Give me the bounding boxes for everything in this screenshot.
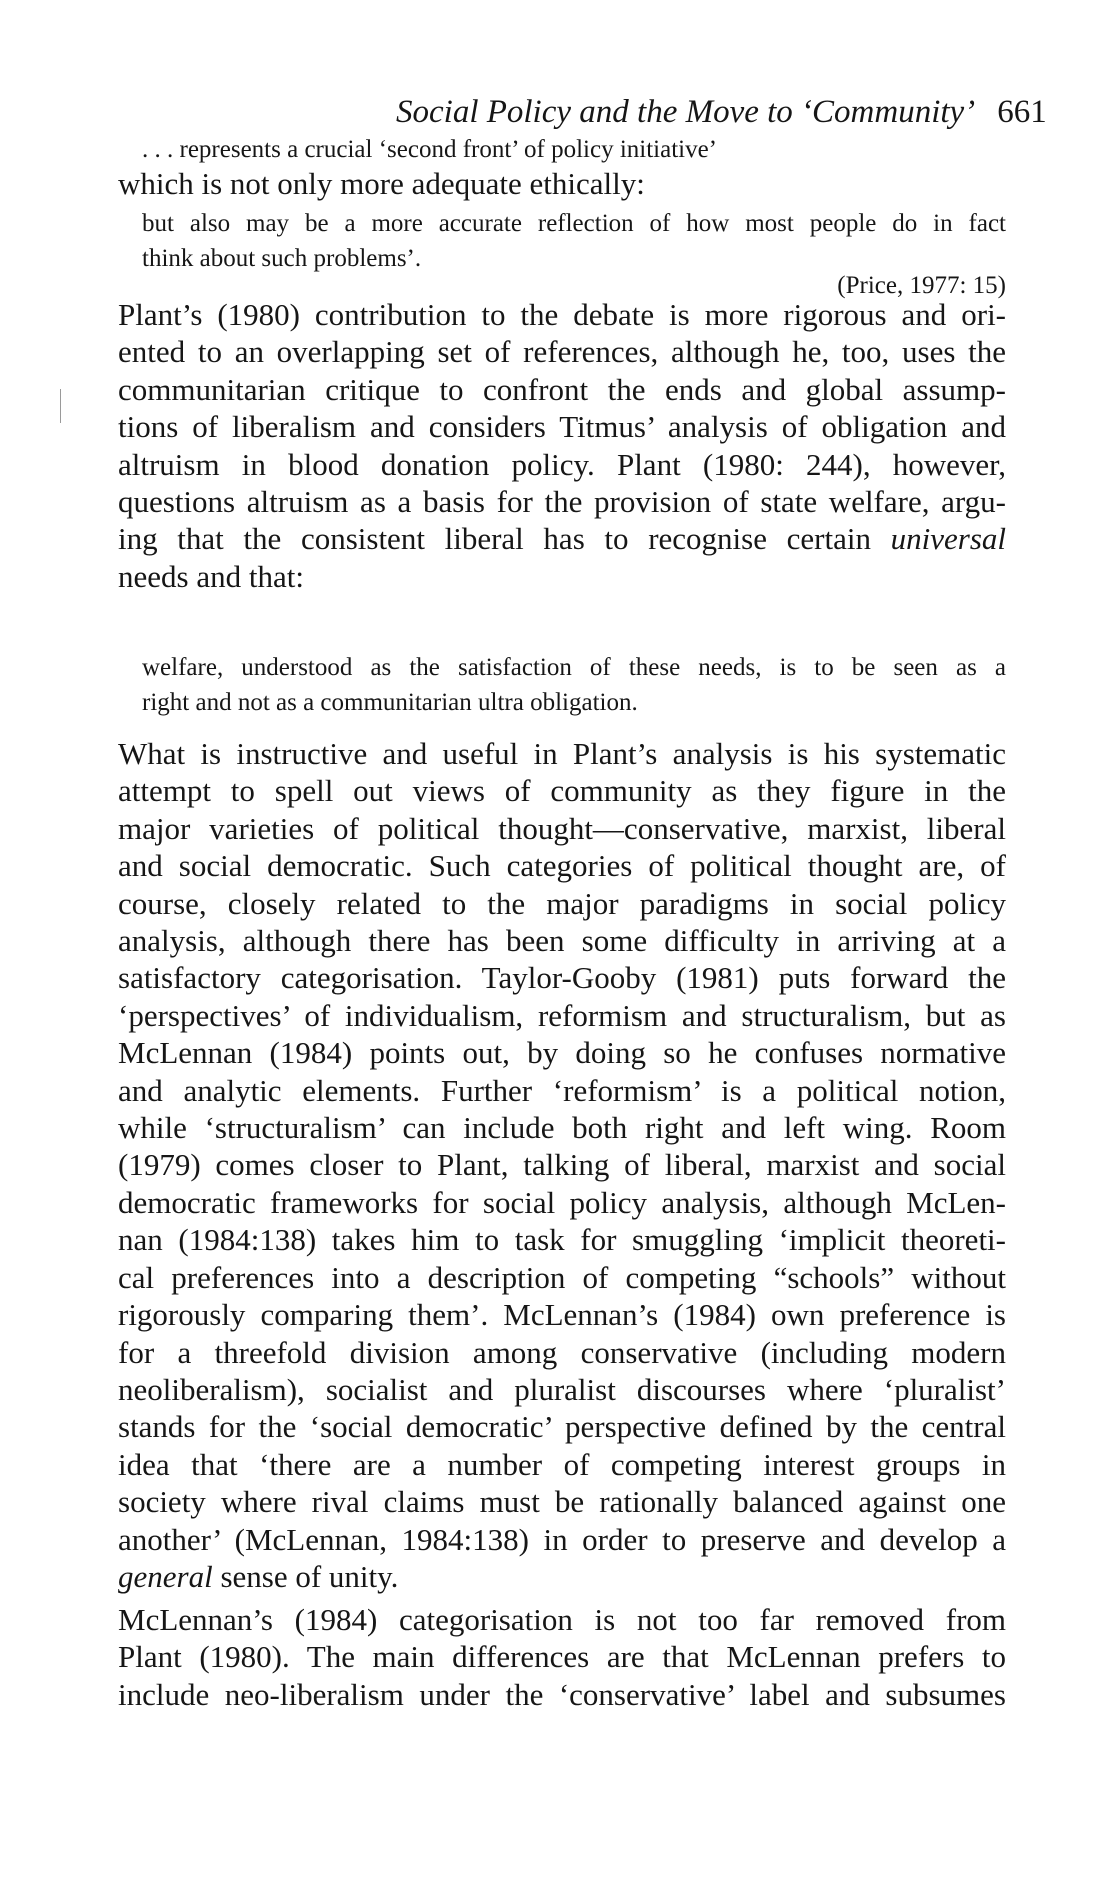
running-title: Social Policy and the Move to ‘Community’ xyxy=(396,94,976,130)
text-line: for a threefold division among conservative (including modern xyxy=(118,1334,1006,1370)
paragraph-3 xyxy=(118,1601,1006,1713)
text-line: which is not only more adequate ethically: xyxy=(118,166,645,201)
text-line: democratic frameworks for social policy analysis, although McLen- xyxy=(118,1184,1006,1220)
emphasis-general: general xyxy=(118,1558,213,1594)
text-line: attempt to spell out views of community as they figure in the xyxy=(118,773,1006,809)
text-line: satisfactory categorisation. Taylor-Gooby (1981) puts forward the xyxy=(118,960,1006,996)
citation: (Price, 1977: 15) xyxy=(837,272,1006,299)
text-line: McLennan’s (1984) categorisation is not too far removed from xyxy=(118,1602,1006,1637)
text-line xyxy=(118,520,1006,557)
text-line: and analytic elements. Further ‘reformism’ is a political notion, xyxy=(118,1072,1006,1108)
text-line: while ‘structuralism’ can include both right and left wing. Room xyxy=(118,1110,1006,1146)
block-quote-1 xyxy=(142,132,717,167)
margin-mark xyxy=(60,389,61,423)
quote-line: but also may be a more accurate reflection of how most people do in fact xyxy=(142,210,1006,237)
text-line: and social democratic. Such categories of political thought are, of xyxy=(118,848,1006,884)
text-line: include neo-liberalism under the ‘conservative’ label and subsumes xyxy=(118,1676,1006,1712)
text-line: questions altruism as a basis for the provision of state welfare, argu- xyxy=(118,484,1006,520)
quote-line: right and not as a communitarian ultra obligation. xyxy=(142,689,638,716)
text-line: (1979) comes closer to Plant, talking of liberal, marxist and social xyxy=(118,1147,1006,1183)
running-header xyxy=(396,92,1047,132)
paragraph-2 xyxy=(118,735,1006,1595)
page-number: 661 xyxy=(997,94,1047,130)
text-line xyxy=(118,1558,1006,1595)
paragraph-1 xyxy=(118,296,1006,595)
text-line: nan (1984:138) takes him to task for smuggling ‘implicit theoreti- xyxy=(118,1222,1006,1258)
text-line: altruism in blood donation policy. Plant (1980: 244), however, xyxy=(118,446,1006,482)
text-line: Plant (1980). The main differences are that McLennan prefers to xyxy=(118,1639,1006,1675)
text-line: Plant’s (1980) contribution to the debate is more rigorous and ori- xyxy=(118,297,1006,332)
emphasis-universal: universal xyxy=(890,521,1006,557)
text-run: ing that the consistent liberal has to recognise certain xyxy=(118,521,871,557)
text-run: sense of unity. xyxy=(212,1558,399,1594)
text-line: analysis, although there has been some difficulty in arriving at a xyxy=(118,923,1006,959)
text-line: ented to an overlapping set of references, although he, too, uses the xyxy=(118,334,1006,370)
text-line: neoliberalism), socialist and pluralist discourses where ‘pluralist’ xyxy=(118,1371,1006,1407)
text-line: What is instructive and useful in Plant’s analysis is his systematic xyxy=(118,736,1006,771)
text-line: society where rival claims must be rationally balanced against one xyxy=(118,1484,1006,1520)
quote-line: think about such problems’. xyxy=(142,245,422,272)
text-line: ‘perspectives’ of individualism, reformism and structuralism, but as xyxy=(118,997,1006,1033)
text-line: major varieties of political thought—conservative, marxist, liberal xyxy=(118,810,1006,846)
text-line: tions of liberalism and considers Titmus’ analysis of obligation and xyxy=(118,409,1006,445)
text-line: cal preferences into a description of competing “schools” without xyxy=(118,1259,1006,1295)
text-line: course, closely related to the major paradigms in social policy xyxy=(118,885,1006,921)
text-line: McLennan (1984) points out, by doing so he confuses normative xyxy=(118,1035,1006,1071)
quote-line: . . . represents a crucial ‘second front’ of policy initiative’ xyxy=(142,136,718,163)
block-quote-2 xyxy=(142,206,1006,276)
text-line: stands for the ‘social democratic’ perspective defined by the central xyxy=(118,1409,1006,1445)
text-line: idea that ‘there are a number of competing interest groups in xyxy=(118,1446,1006,1482)
text-line: rigorously comparing them’. McLennan’s (1984) own preference is xyxy=(118,1297,1006,1333)
quote-line: welfare, understood as the satisfaction of these needs, is to be seen as a xyxy=(142,654,1006,681)
bridge-text xyxy=(118,165,1006,202)
text-line: needs and that: xyxy=(118,558,304,594)
text-line: another’ (McLennan, 1984:138) in order to preserve and develop a xyxy=(118,1521,1006,1557)
text-line: communitarian critique to confront the ends and global assump- xyxy=(118,371,1006,407)
block-quote-3 xyxy=(142,650,1006,720)
